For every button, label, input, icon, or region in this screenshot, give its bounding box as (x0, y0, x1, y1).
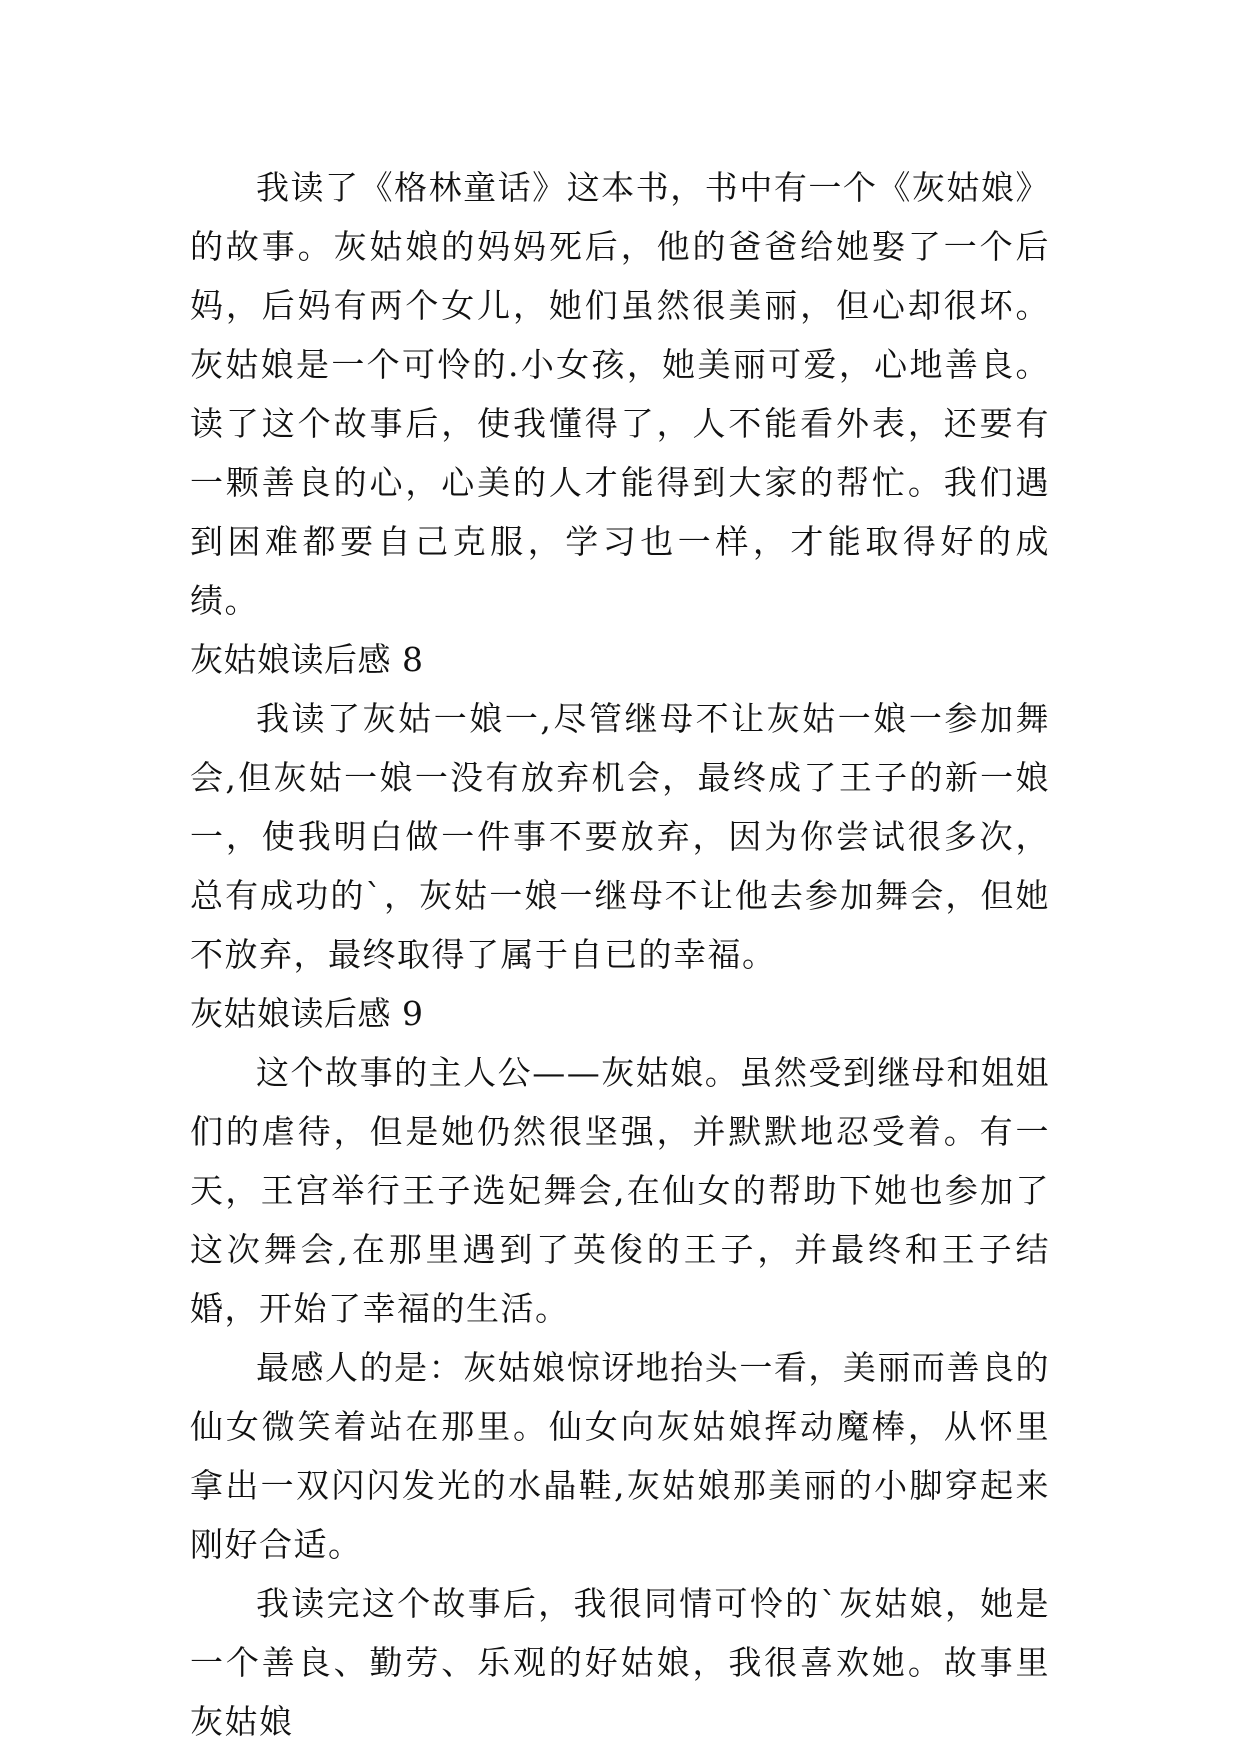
paragraph-essay-9-moving-part: 最感人的是：灰姑娘惊讶地抬头一看，美丽而善良的仙女微笑着站在那里。仙女向灰姑娘挥动魔棒，从怀里拿出一双闪闪发光的水晶鞋,灰姑娘那美丽的小脚穿起来刚好合适。 (190, 1348, 1050, 1564)
paragraph-essay-9-reflection: 我读完这个故事后，我很同情可怜的`灰姑娘，她是一个善良、勤劳、乐观的好姑娘，我很喜欢她。故事里灰姑娘 (190, 1584, 1050, 1741)
section-heading-8: 灰姑娘读后感 8 (190, 640, 424, 679)
paragraph-essay-9-intro: 这个故事的主人公——灰姑娘。虽然受到继母和姐姐们的虐待，但是她仍然很坚强，并默默地忍受着。有一天，王宫举行王子选妃舞会,在仙女的帮助下她也参加了这次舞会,在那里遇到了英俊的王子，并最终和王子结婚，开始了幸福的生活。 (190, 1053, 1050, 1328)
document-body (190, 158, 1050, 1751)
paragraph-essay-8: 我读了灰姑一娘一,尽管继母不让灰姑一娘一参加舞会,但灰姑一娘一没有放弃机会，最终成了王子的新一娘一，使我明白做一件事不要放弃，因为你尝试很多次，总有成功的`，灰姑一娘一继母不让他去参加舞会，但她不放弃，最终取得了属于自已的幸福。 (190, 699, 1050, 974)
paragraph-story-summary: 我读了《格林童话》这本书，书中有一个《灰姑娘》的故事。灰姑娘的妈妈死后，他的爸爸给她娶了一个后妈，后妈有两个女儿，她们虽然很美丽，但心却很坏。灰姑娘是一个可怜的.小女孩，她美丽可爱，心地善良。读了这个故事后，使我懂得了，人不能看外表，还要有一颗善良的心，心美的人才能得到大家的帮忙。我们遇到困难都要自己克服，学习也一样，才能取得好的成绩。 (190, 168, 1050, 620)
section-heading-9: 灰姑娘读后感 9 (190, 994, 424, 1033)
